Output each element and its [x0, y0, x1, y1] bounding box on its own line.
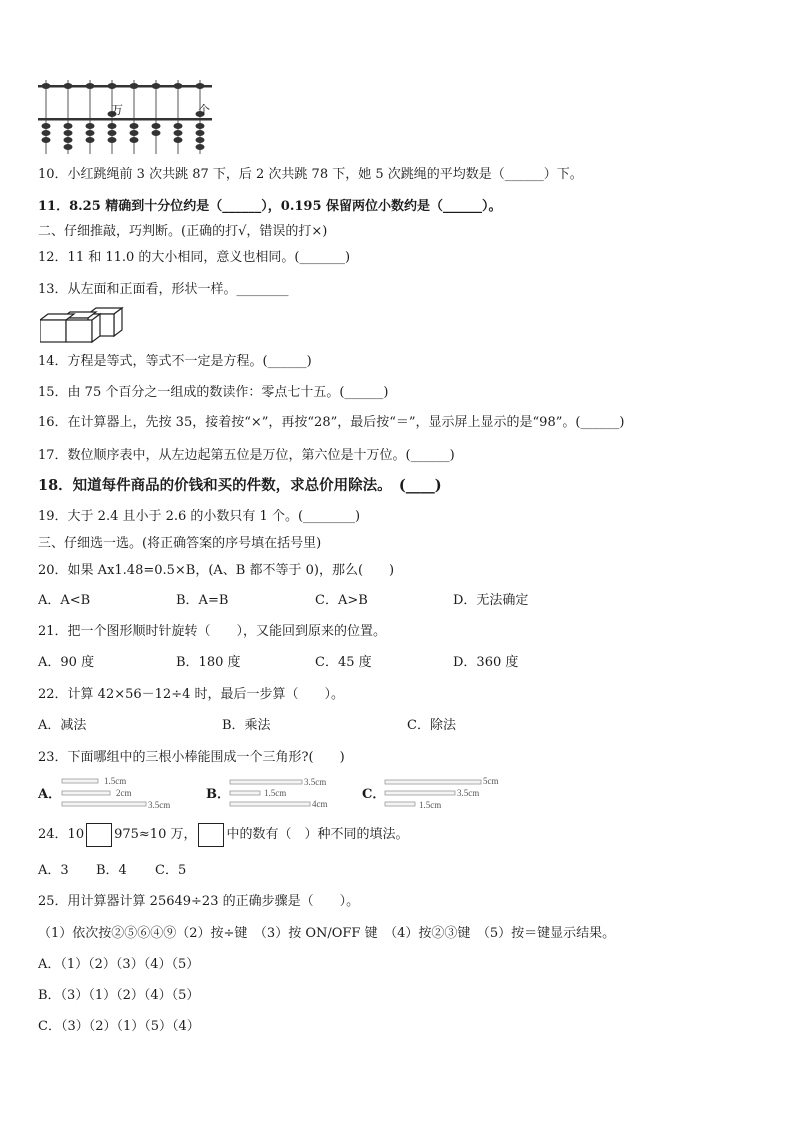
q24-part-2: 975≈10 万，: [114, 827, 197, 842]
abacus-label-wan: 万: [111, 103, 124, 117]
question-18: 18．知道每件商品的价钱和买的件数，求总价用除法。 (____): [38, 477, 442, 494]
abacus-bead: [86, 83, 95, 89]
q25-option-c[interactable]: C．（3）（2）（1）（5）（4）: [38, 1019, 200, 1034]
q20-option-b[interactable]: B．A=B: [176, 593, 229, 608]
q20-option-c[interactable]: C．A>B: [315, 593, 368, 608]
abacus-bead: [130, 137, 139, 143]
q22-option-b[interactable]: B．乘法: [222, 718, 271, 733]
question-15: 15．由 75 个百分之一组成的数读作：零点七十五。(______): [38, 385, 389, 400]
question-10: 10．小红跳绳前 3 次共跳 87 下，后 2 次共跳 78 下，她 5 次跳绳的平均数是（______）下。: [38, 167, 583, 182]
abacus-bead: [64, 123, 73, 129]
q23-option-c-letter[interactable]: C．: [362, 787, 386, 802]
q23-b-length-2: 1.5cm: [264, 788, 287, 798]
q23-c-length-2: 3.5cm: [457, 788, 480, 798]
q23-option-b-letter[interactable]: B．: [206, 787, 230, 802]
question-12: 12．11 和 11.0 的大小相同，意义也相同。(_______): [38, 250, 351, 265]
abacus-bead: [42, 123, 51, 129]
q24-blank-box-2[interactable]: [198, 823, 224, 847]
q23-a-length-2: 2cm: [116, 788, 132, 798]
q22-option-c[interactable]: C．除法: [407, 718, 456, 733]
q24-blank-box-1[interactable]: [86, 823, 112, 847]
abacus-bead: [174, 137, 183, 143]
abacus-bead: [108, 83, 117, 89]
abacus-bead: [196, 130, 205, 136]
q24-option-b[interactable]: B．4: [96, 863, 127, 878]
abacus-bead: [196, 144, 205, 150]
question-20-stem: 20．如果 Ax1.48=0.5×B，(A、B 都不等于 0)，那么( ): [38, 563, 395, 578]
abacus-bead: [42, 130, 51, 136]
q21-option-b[interactable]: B．180 度: [176, 655, 241, 670]
abacus-label-ge: 个: [198, 103, 211, 117]
abacus-bead: [130, 83, 139, 89]
q23-b-length-1: 3.5cm: [304, 777, 327, 787]
abacus-bead: [174, 123, 183, 129]
question-19: 19．大于 2.4 且小于 2.6 的小数只有 1 个。(________): [38, 509, 361, 524]
q22-option-a[interactable]: A．减法: [38, 718, 87, 733]
q23-sticks-c: [383, 774, 508, 810]
q21-option-c[interactable]: C．45 度: [315, 655, 372, 670]
q24-part-1: 24．10: [38, 827, 85, 842]
question-11: 11．8.25 精确到十分位约是（______），0.195 保留两位小数约是（______）。: [38, 199, 502, 214]
q23-b-length-3: 4cm: [312, 799, 328, 809]
question-25-steps: （1）依次按②⑤⑥④⑨（2）按÷键 （3）按 ON/OFF 键 （4）按②③键 （5）按＝键显示结果。: [38, 926, 616, 941]
q20-option-d[interactable]: D．无法确定: [453, 593, 529, 608]
abacus-bead: [64, 137, 73, 143]
section-2-heading: 二、仔细推敲，巧判断。(正确的打√，错误的打×): [38, 224, 328, 239]
abacus-bead: [152, 83, 161, 89]
abacus-bead: [42, 83, 51, 89]
abacus-bead: [42, 137, 51, 143]
q23-c-length-3: 1.5cm: [419, 800, 442, 810]
question-23-stem: 23．下面哪组中的三根小棒能围成一个三角形?( ): [38, 750, 345, 765]
question-22-stem: 22．计算 42×56－12÷4 时，最后一步算（ ）。: [38, 687, 344, 702]
cubes-figure: [40, 306, 132, 344]
q23-c-length-1: 5cm: [483, 776, 499, 786]
q23-a-length-1: 1.5cm: [104, 776, 127, 786]
abacus-bead: [64, 83, 73, 89]
question-24-stem: [38, 822, 409, 848]
abacus-bead: [174, 83, 183, 89]
abacus-bead: [130, 130, 139, 136]
q23-option-a-letter[interactable]: A．: [38, 787, 62, 802]
section-3-heading: 三、仔细选一选。(将正确答案的序号填在括号里): [38, 536, 322, 551]
q20-option-a[interactable]: A．A<B: [38, 593, 91, 608]
question-13: 13．从左面和正面看，形状一样。________: [38, 282, 289, 297]
question-14: 14．方程是等式，等式不一定是方程。(______): [38, 354, 312, 369]
q25-option-b[interactable]: B．（3）（1）（2）（4）（5）: [38, 988, 200, 1003]
q24-option-a[interactable]: A．3: [38, 863, 69, 878]
q24-option-c[interactable]: C．5: [155, 863, 187, 878]
question-25-stem: 25．用计算器计算 25649÷23 的正确步骤是（ ）。: [38, 894, 360, 909]
abacus-bead: [86, 130, 95, 136]
question-21-stem: 21．把一个图形顺时针旋转（ ），又能回到原来的位置。: [38, 624, 387, 639]
q25-option-a[interactable]: A．（1）（2）（3）（4）（5）: [38, 957, 200, 972]
abacus-bead: [64, 144, 73, 150]
abacus-bead: [108, 137, 117, 143]
question-17: 17．数位顺序表中，从左边起第五位是万位，第六位是十万位。(______): [38, 448, 455, 463]
abacus-bead: [108, 130, 117, 136]
question-16: 16．在计算器上，先按 35，接着按“×”，再按“28”，最后按“＝”，显示屏上显示的是“98”。(______): [38, 415, 625, 430]
abacus-bead: [64, 130, 73, 136]
abacus-bead: [196, 137, 205, 143]
q23-sticks-b: [228, 774, 348, 810]
abacus-bead: [196, 123, 205, 129]
q23-sticks-a: [60, 774, 185, 810]
abacus-bead: [108, 123, 117, 129]
abacus-bead: [152, 130, 161, 136]
abacus-bead: [174, 130, 183, 136]
abacus-figure: [38, 80, 218, 156]
q24-part-3: 中的数有（ ）种不同的填法。: [226, 827, 409, 842]
abacus-bead: [152, 123, 161, 129]
q21-option-a[interactable]: A．90 度: [38, 655, 95, 670]
q21-option-d[interactable]: D．360 度: [453, 655, 519, 670]
abacus-bead: [130, 123, 139, 129]
abacus-bead: [86, 137, 95, 143]
q23-a-length-3: 3.5cm: [148, 800, 171, 810]
abacus-bead: [86, 123, 95, 129]
abacus-bead: [196, 83, 205, 89]
